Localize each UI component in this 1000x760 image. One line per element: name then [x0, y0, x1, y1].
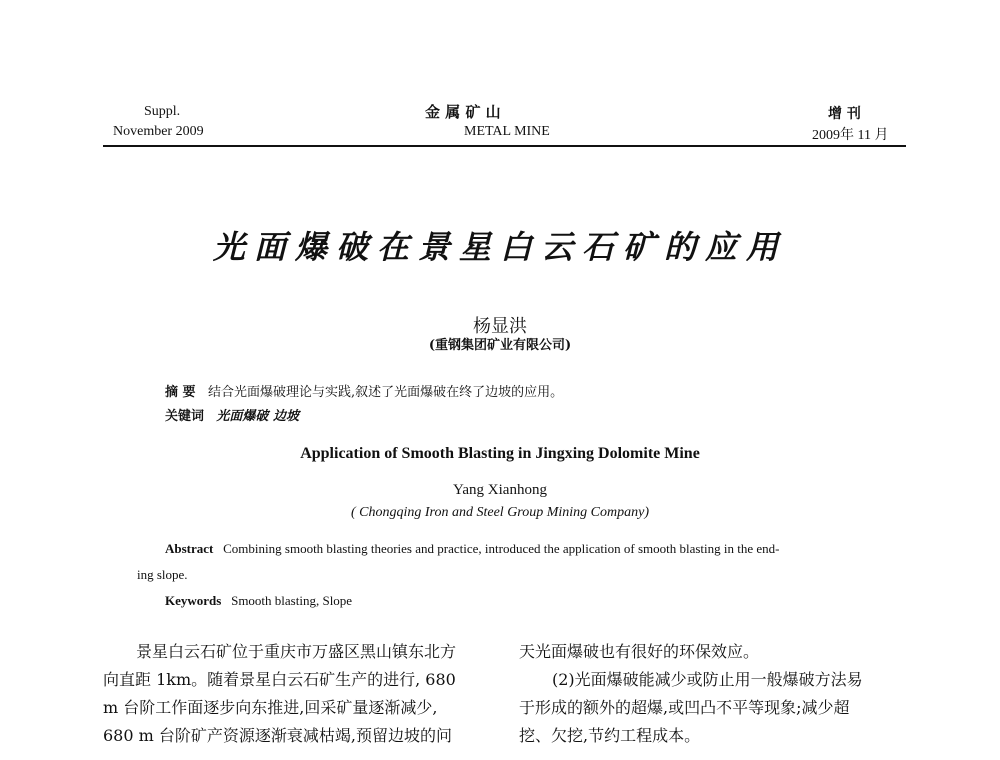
paper-title-en: Application of Smooth Blasting in Jingxing Dolomite Mine [300, 445, 700, 462]
author-en: Yang Xianhong [453, 482, 547, 498]
body-line: m 台阶工作面逐步向东推进,回采矿量逐渐减少, [103, 698, 438, 717]
body-line: 向直距 1km。随着景星白云石矿生产的进行, 680 [103, 670, 456, 689]
abstract-label-cn: 摘 要 [165, 385, 196, 400]
header-suppl: Suppl. [144, 104, 181, 119]
header-supplement-cn: 增 刊 [828, 106, 861, 122]
body-column-right [519, 638, 887, 750]
keywords-text-en: Smooth blasting, Slope [231, 593, 353, 608]
header-date-en: November 2009 [113, 124, 204, 139]
affiliation-en: ( Chongqing Iron and Steel Group Mining Company) [351, 505, 649, 520]
keywords-en [165, 593, 352, 609]
author-cn: 杨显洪 [473, 316, 527, 337]
body-line: 于形成的额外的超爆,或凹凸不平等现象;减少超 [519, 698, 850, 717]
affiliation-cn: (重钢集团矿业有限公司) [428, 338, 572, 353]
keywords-text-cn: 光面爆破 边坡 [216, 409, 299, 424]
body-line: 天光面爆破也有很好的环保效应。 [519, 642, 760, 661]
keywords-label-cn: 关键词 [165, 409, 205, 424]
abstract-cn [165, 381, 563, 400]
abstract-en [165, 541, 780, 557]
journal-name-cn: 金 属 矿 山 [425, 103, 501, 121]
keywords-cn [165, 405, 299, 424]
abstract-text-en-line1: Combining smooth blasting theories and practice, introduced the application of smooth blasting in the end- [223, 541, 780, 556]
body-column-left [103, 638, 471, 750]
header-rule [103, 145, 906, 147]
body-line: 挖、欠挖,节约工程成本。 [519, 726, 701, 745]
paper-title-cn: 光面爆破在景星白云石矿的应用 [212, 228, 787, 266]
body-line: 680 m 台阶矿产资源逐渐衰减枯竭,预留边坡的问 [103, 726, 452, 745]
keywords-label-en: Keywords [165, 593, 222, 608]
body-line: 景星白云石矿位于重庆市万盛区黑山镇东北方 [136, 642, 457, 661]
abstract-text-en-line2: ing slope. [137, 567, 188, 582]
abstract-label-en: Abstract [165, 541, 214, 556]
header-date-cn: 2009年 11 月 [812, 128, 889, 143]
body-line: (2)光面爆破能减少或防止用一般爆破方法易 [552, 670, 863, 689]
abstract-text-cn: 结合光面爆破理论与实践,叙述了光面爆破在终了边坡的应用。 [207, 385, 564, 400]
journal-name-en: METAL MINE [464, 124, 550, 139]
